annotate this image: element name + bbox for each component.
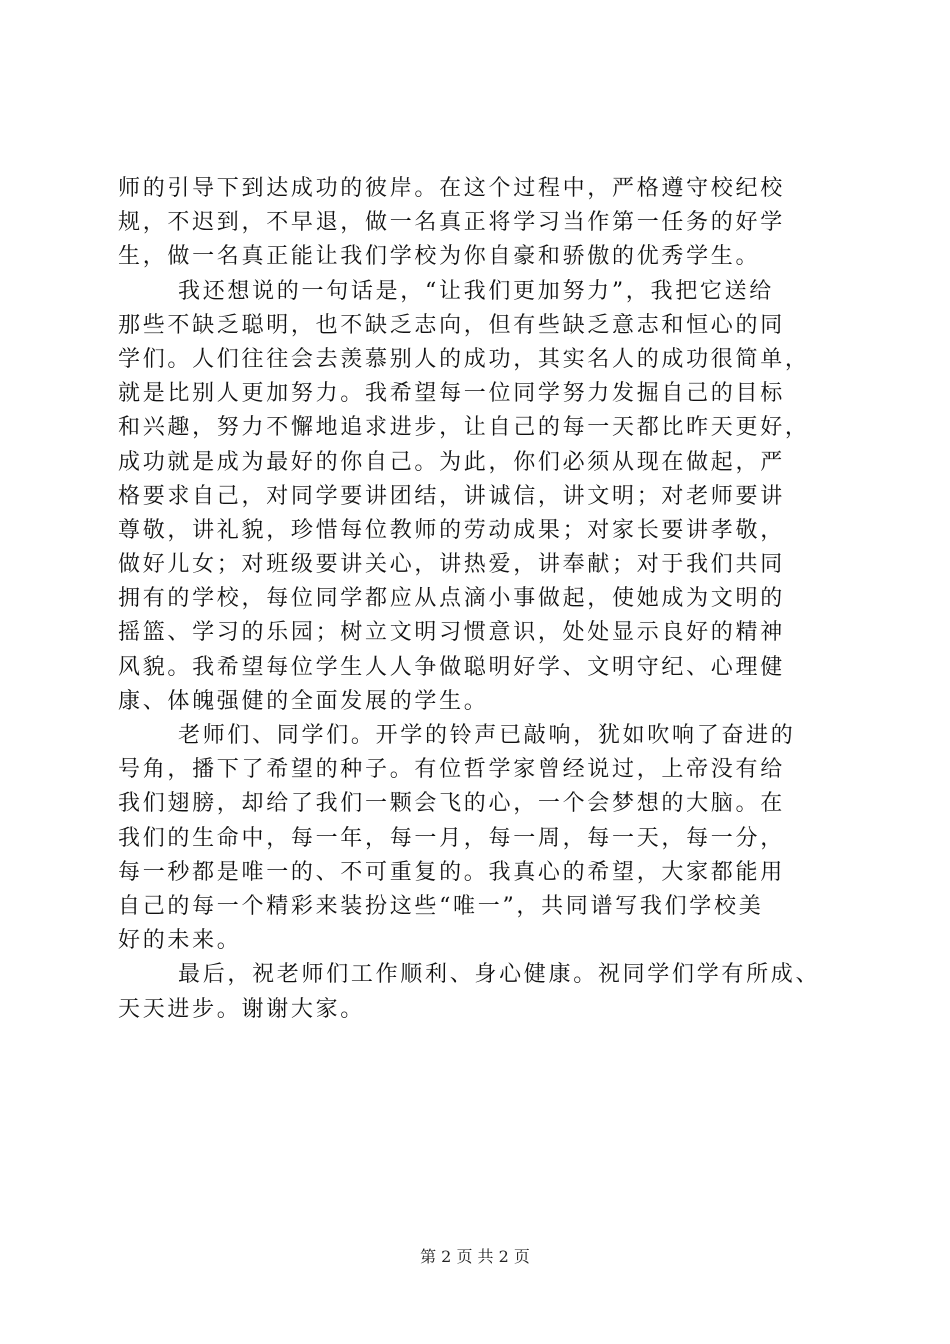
text-line: 成功就是成为最好的你自己。为此，你们必须从现在做起，严 — [118, 449, 785, 475]
text-line: 学们。人们往往会去羡慕别人的成功，其实名人的成功很简单， — [118, 346, 810, 372]
document-body — [118, 172, 838, 1027]
text-line: 尊敬，讲礼貌，珍惜每位教师的劳动成果；对家长要讲孝敬， — [118, 517, 785, 543]
text-line: 做好儿女；对班级要讲关心，讲热爱，讲奉献；对于我们共同 — [118, 552, 785, 578]
text-line: 摇篮、学习的乐园；树立文明习惯意识，处处显示良好的精神 — [118, 620, 785, 646]
text-line: 每一秒都是唯一的、不可重复的。我真心的希望，大家都能用 — [118, 859, 785, 885]
text-line: 风貌。我希望每位学生人人争做聪明好学、文明守纪、心理健 — [118, 654, 785, 680]
text-line: 生，做一名真正能让我们学校为你自豪和骄傲的优秀学生。 — [118, 244, 761, 270]
text-line: 那些不缺乏聪明，也不缺乏志向，但有些缺乏意志和恒心的同 — [118, 312, 785, 338]
paragraph-start-line: 老师们、同学们。开学的铃声已敲响，犹如吹响了奋进的 — [178, 723, 796, 748]
text-line: 拥有的学校，每位同学都应从点滴小事做起，使她成为文明的 — [118, 586, 785, 612]
page-footer: 第 2 页 共 2 页 — [420, 1247, 530, 1266]
paragraph-start-line: 最后，祝老师们工作顺利、身心健康。祝同学们学有所成、 — [178, 962, 821, 988]
text-line: 我们翅膀，却给了我们一颗会飞的心，一个会梦想的大脑。在 — [118, 791, 785, 817]
paragraph-start-line: 我还想说的一句话是，“让我们更加努力”，我把它送给 — [178, 278, 774, 304]
text-line: 格要求自己，对同学要讲团结，讲诚信，讲文明；对老师要讲 — [118, 483, 785, 509]
text-line: 号角，播下了希望的种子。有位哲学家曾经说过，上帝没有给 — [118, 757, 785, 783]
text-line: 就是比别人更加努力。我希望每一位同学努力发掘自己的目标 — [118, 381, 785, 407]
text-line: 天天进步。谢谢大家。 — [118, 996, 366, 1022]
text-line: 我们的生命中，每一年，每一月，每一周，每一天，每一分， — [118, 825, 785, 851]
text-line: 康、体魄强健的全面发展的学生。 — [118, 688, 489, 714]
text-line: 和兴趣，努力不懈地追求进步，让自己的每一天都比昨天更好， — [118, 415, 810, 441]
text-line: 好的未来。 — [118, 928, 242, 954]
text-line: 师的引导下到达成功的彼岸。在这个过程中，严格遵守校纪校 — [118, 176, 785, 201]
text-line: 规，不迟到，不早退，做一名真正将学习当作第一任务的好学 — [118, 210, 785, 236]
text-line: 自己的每一个精彩来装扮这些“唯一”，共同谱写我们学校美 — [118, 893, 764, 919]
